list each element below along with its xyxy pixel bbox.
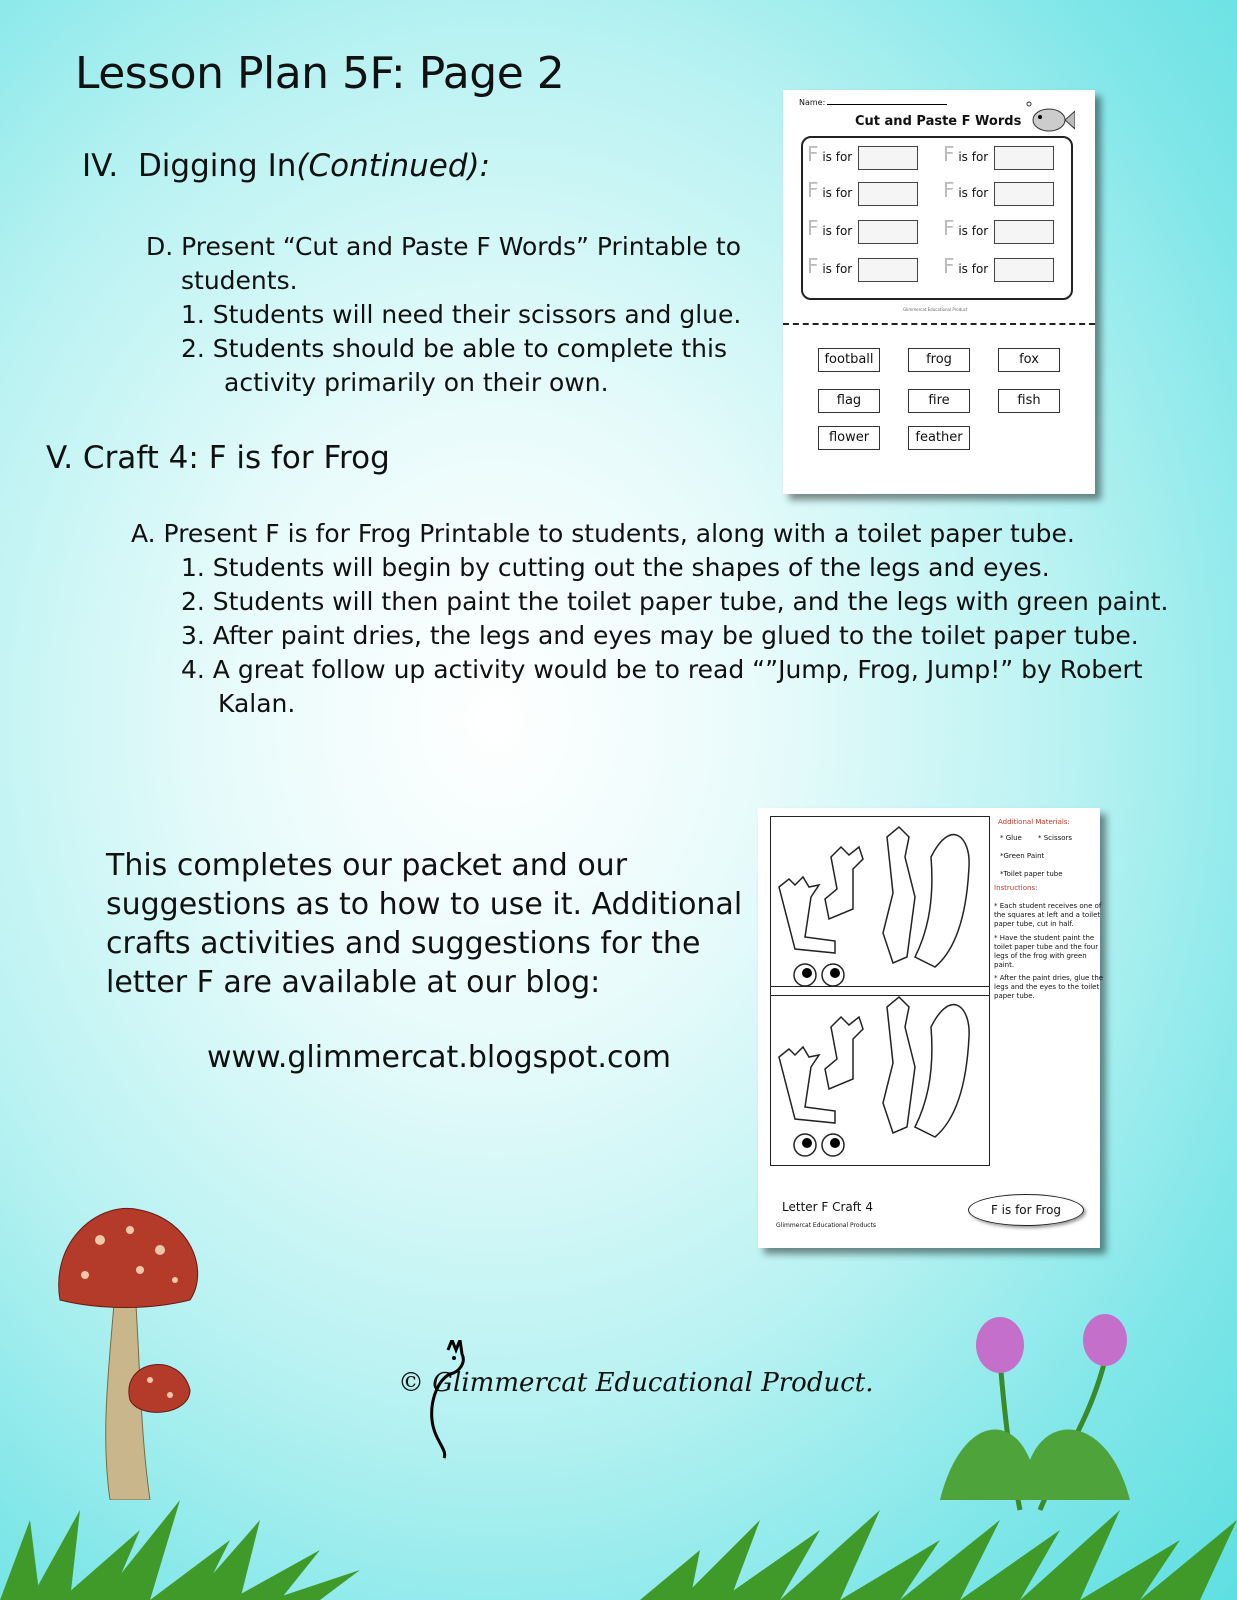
page-title: Lesson Plan 5F: Page 2 bbox=[75, 48, 565, 99]
matching-row: F is for bbox=[807, 216, 918, 244]
closing-line-4: letter F are available at our blog: bbox=[106, 965, 601, 1000]
item-d-sub1: 1. Students will need their scissors and glue. bbox=[181, 300, 742, 329]
material-scissors: * Scissors bbox=[1038, 834, 1073, 842]
item-a-sub4-line1: 4. A great follow up activity would be to read “”Jump, Frog, Jump!” by Robert bbox=[181, 655, 1143, 684]
flower-illustration bbox=[900, 1300, 1160, 1520]
frog-craft-worksheet-preview bbox=[758, 808, 1104, 1248]
section-iv-heading bbox=[82, 148, 490, 184]
closing-line-1: This completes our packet and our bbox=[106, 848, 628, 883]
item-a-sub2: 2. Students will then paint the toilet paper tube, and the legs with green paint. bbox=[181, 587, 1169, 616]
material-green-paint: *Green Paint bbox=[1000, 852, 1045, 860]
matching-row: F is for bbox=[807, 254, 918, 282]
matching-row: F is for bbox=[807, 178, 918, 206]
craft-label: Letter F Craft 4 bbox=[782, 1200, 873, 1214]
material-glue: * Glue bbox=[1000, 834, 1022, 842]
cut-line bbox=[783, 323, 1095, 325]
instruction-step-2: * Have the student paint the toilet paper tube and the four legs of the frog with green paint. bbox=[994, 934, 1099, 969]
frog-cutout-square bbox=[770, 986, 990, 1166]
word-card: football bbox=[818, 348, 880, 372]
frog-cutout-square bbox=[770, 816, 990, 996]
item-d-sub2-line2: activity primarily on their own. bbox=[224, 368, 609, 397]
copyright-symbol: © bbox=[398, 1368, 424, 1398]
matching-row: F is for bbox=[943, 178, 1054, 206]
item-d-sub2-line1: 2. Students should be able to complete this bbox=[181, 334, 727, 363]
worksheet-name-field: Name: bbox=[799, 98, 947, 107]
cat-logo-icon bbox=[420, 1340, 466, 1460]
item-d-line1: D. Present “Cut and Paste F Words” Printable to bbox=[146, 232, 741, 261]
closing-line-3: crafts activities and suggestions for the bbox=[106, 926, 701, 961]
craft-credit: Glimmercat Educational Products bbox=[776, 1222, 876, 1229]
section-iv-title: Digging In bbox=[137, 148, 297, 184]
materials-label: Additional Materials: bbox=[998, 818, 1070, 826]
matching-row: F is for bbox=[943, 254, 1054, 282]
fire-picture bbox=[858, 220, 918, 244]
word-card: frog bbox=[908, 348, 970, 372]
worksheet-border bbox=[801, 136, 1073, 300]
instructions-label: Instructions: bbox=[994, 884, 1038, 892]
item-a-sub3: 3. After paint dries, the legs and eyes may be glued to the toilet paper tube. bbox=[181, 621, 1139, 650]
matching-row: F is for bbox=[807, 142, 918, 170]
word-card: fox bbox=[998, 348, 1060, 372]
glimmercat-logo bbox=[398, 1368, 873, 1398]
fox-picture bbox=[858, 182, 918, 206]
word-card: flag bbox=[818, 389, 880, 413]
worksheet-title: Cut and Paste F Words bbox=[855, 114, 1022, 129]
item-a: A. Present F is for Frog Printable to students, along with a toilet paper tube. bbox=[131, 519, 1075, 548]
word-card: fire bbox=[908, 389, 970, 413]
fish-picture bbox=[994, 146, 1054, 170]
mushroom-illustration bbox=[40, 1200, 220, 1500]
word-card: feather bbox=[908, 426, 970, 450]
flag-picture bbox=[858, 258, 918, 282]
section-iv-continued: (Continued): bbox=[296, 148, 491, 184]
cut-paste-worksheet-preview bbox=[783, 90, 1095, 494]
blog-url-link[interactable]: www.glimmercat.blogspot.com bbox=[207, 1040, 672, 1075]
section-v-heading: V. Craft 4: F is for Frog bbox=[46, 440, 390, 476]
frog-oval-label: F is for Frog bbox=[968, 1194, 1084, 1226]
item-a-sub1: 1. Students will begin by cutting out the shapes of the legs and eyes. bbox=[181, 553, 1050, 582]
closing-paragraph bbox=[106, 846, 742, 1002]
worksheet-credit: Glimmercat Educational Product bbox=[903, 307, 968, 312]
instruction-step-1: * Each student receives one of the squares at left and a toilet paper tube, cut in half. bbox=[994, 902, 1102, 928]
item-a-sub4-line2: Kalan. bbox=[218, 689, 296, 718]
football-picture bbox=[994, 182, 1054, 206]
brand-name: Glimmercat Educational Product. bbox=[432, 1368, 874, 1398]
fish-icon bbox=[1023, 98, 1075, 136]
item-d-line2: students. bbox=[181, 266, 298, 295]
matching-row: F is for bbox=[943, 216, 1054, 244]
frog-legs-eyes-outline bbox=[771, 817, 989, 995]
closing-line-2: suggestions as to how to use it. Additional bbox=[106, 887, 743, 922]
word-card: flower bbox=[818, 426, 880, 450]
word-card: fish bbox=[998, 389, 1060, 413]
section-iv-numeral: IV. bbox=[82, 148, 119, 184]
flower-picture bbox=[994, 220, 1054, 244]
instruction-step-3: * After the paint dries, glue the legs and the eyes to the toilet paper tube. bbox=[994, 974, 1104, 1000]
frog-legs-eyes-outline bbox=[771, 987, 989, 1165]
feather-picture bbox=[858, 146, 918, 170]
matching-row: F is for bbox=[943, 142, 1054, 170]
material-tube: *Toilet paper tube bbox=[1000, 870, 1063, 878]
frog-picture bbox=[994, 258, 1054, 282]
